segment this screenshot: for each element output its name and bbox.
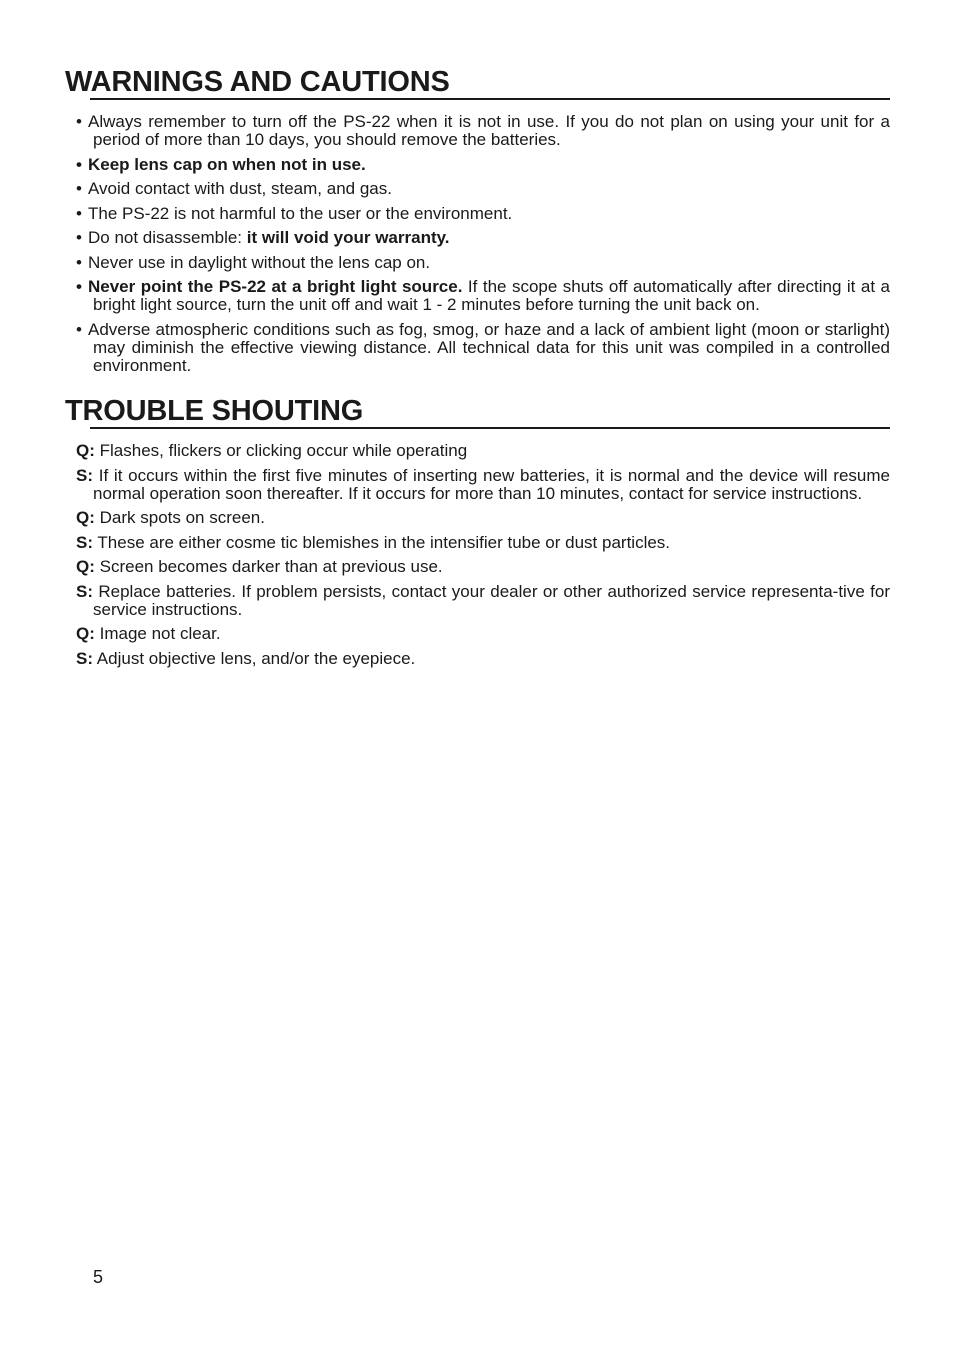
qa-tag: S:	[76, 581, 93, 601]
warning-item	[76, 156, 890, 174]
warning-item	[76, 113, 890, 149]
warning-text: Do not disassemble:	[88, 228, 247, 247]
warning-item	[76, 254, 890, 272]
qa-tag: S:	[76, 648, 93, 668]
qa-tag: S:	[76, 465, 93, 485]
troubleshooting-list	[76, 442, 890, 674]
qa-item	[76, 558, 890, 576]
warning-text: Avoid contact with dust, steam, and gas.	[88, 179, 392, 198]
bullet-icon: •	[76, 203, 82, 223]
qa-text: Flashes, flickers or clicking occur while operating	[99, 441, 468, 460]
warnings-list	[76, 113, 890, 381]
warning-text: The PS-22 is not harmful to the user or the environment.	[88, 203, 513, 223]
troubleshooting-heading: TROUBLE SHOUTING	[65, 395, 364, 427]
troubleshooting-heading-rule	[90, 427, 890, 429]
bullet-icon: •	[76, 252, 82, 272]
warning-bold-text: it will void your warranty.	[246, 228, 450, 247]
warning-item	[76, 229, 890, 247]
warning-bold-text: Keep lens cap on when not in use.	[88, 154, 366, 174]
qa-item	[76, 467, 890, 503]
qa-tag: Q:	[76, 557, 95, 576]
warning-item	[76, 321, 890, 375]
warnings-heading-rule	[90, 98, 890, 100]
qa-text: Dark spots on screen.	[99, 508, 265, 527]
qa-text: Screen becomes darker than at previous use.	[99, 557, 443, 576]
warnings-heading: WARNINGS AND CAUTIONS	[65, 66, 450, 98]
qa-text: These are either cosme tic blemishes in the intensifier tube or dust particles.	[97, 532, 671, 552]
warning-text: Adverse atmospheric conditions such as fog, smog, or haze and a lack of ambient light (moon or starlight) may diminish the effective viewing distance. All technical data for this unit was compiled in a controlled environment.	[88, 319, 890, 375]
bullet-icon: •	[76, 277, 82, 296]
qa-item	[76, 509, 890, 527]
bullet-icon: •	[76, 179, 82, 198]
warning-text: Always remember to turn off the PS-22 when it is not in use. If you do not plan on using your unit for a period of more than 10 days, you should remove the batteries.	[88, 112, 890, 149]
bullet-icon: •	[76, 228, 82, 247]
qa-item	[76, 583, 890, 619]
warning-text: Never use in daylight without the lens cap on.	[88, 252, 431, 272]
warning-item	[76, 205, 890, 223]
qa-item	[76, 442, 890, 460]
bullet-icon: •	[76, 112, 82, 131]
qa-text: Replace batteries. If problem persists, contact your dealer or other authorized service representa-tive for service instructions.	[93, 581, 890, 619]
qa-item	[76, 534, 890, 552]
qa-tag: Q:	[76, 624, 95, 643]
warning-text: If the scope shuts off automatically after directing it at a bright light source, turn the unit off and wait 1 - 2 minutes before turning the unit back on.	[93, 277, 890, 314]
warning-bold-text: Never point the PS-22 at a bright light source.	[88, 277, 463, 296]
qa-item	[76, 650, 890, 668]
warning-item	[76, 180, 890, 198]
qa-item	[76, 625, 890, 643]
qa-text: Adjust objective lens, and/or the eyepiece.	[96, 648, 416, 668]
qa-tag: Q:	[76, 508, 95, 527]
qa-text: Image not clear.	[99, 624, 221, 643]
bullet-icon: •	[76, 319, 82, 339]
qa-tag: S:	[76, 532, 93, 552]
warning-item	[76, 278, 890, 314]
bullet-icon: •	[76, 154, 82, 174]
qa-tag: Q:	[76, 441, 95, 460]
qa-text: If it occurs within the first five minutes of inserting new batteries, it is normal and the device will resume normal operation soon thereafter. If it occurs for more than 10 minutes, contact for service instructions.	[93, 465, 890, 503]
page-number: 5	[93, 1267, 104, 1287]
